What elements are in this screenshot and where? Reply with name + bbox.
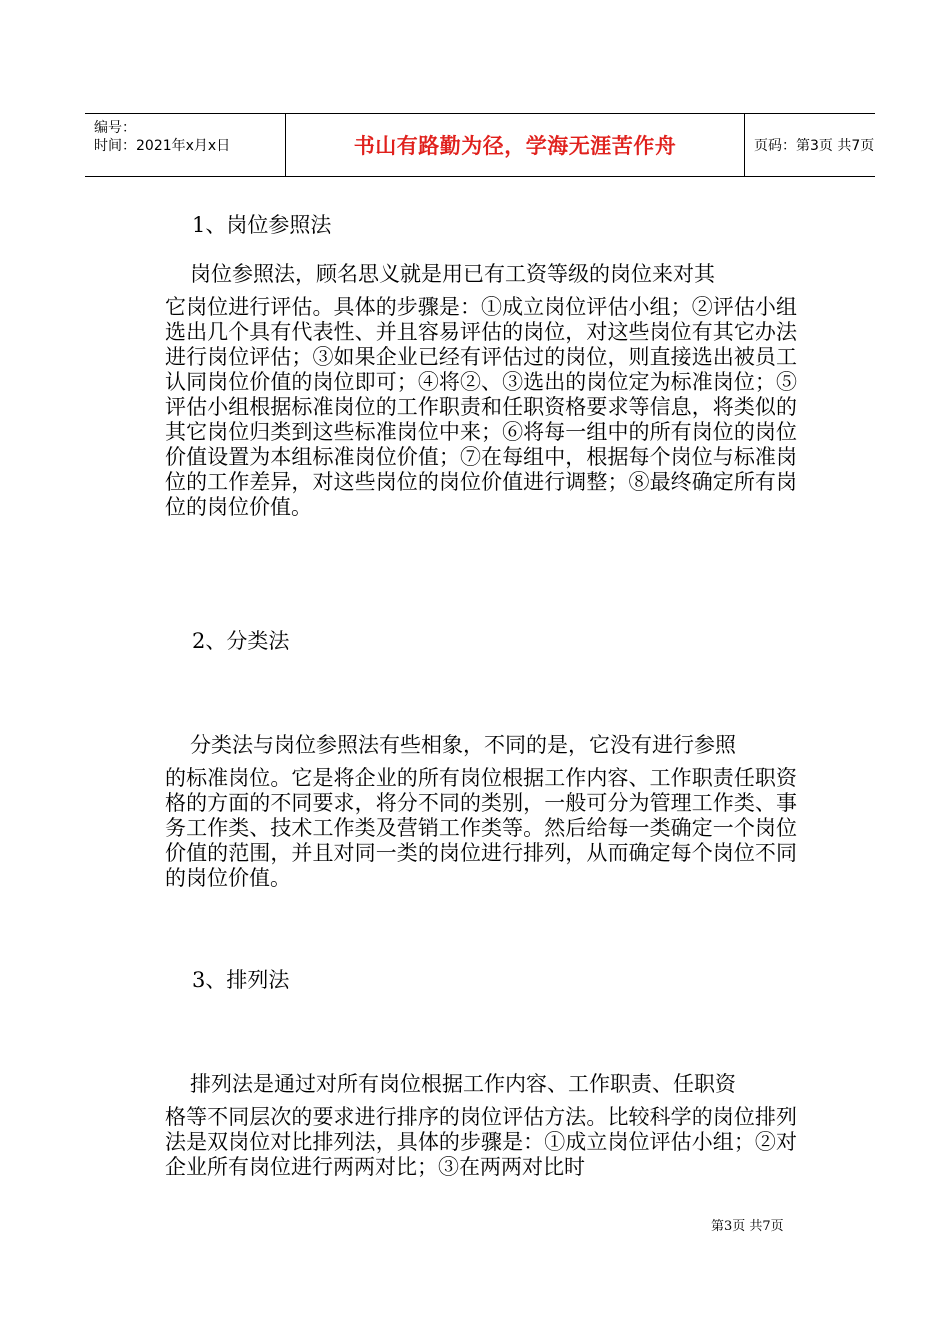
paragraph-body: 它岗位进行评估。具体的步骤是：①成立岗位评估小组；②评估小组选出几个具有代表性、并且容易评估的岗位，对这些岗位有其它办法进行岗位评估；③如果企业已经有评估过的岗位，则直接选出被员工认同岗位价值的岗位即可；④将②、③选出的岗位定为标准岗位；⑤评估小组根据标准岗位的工作职责和任职资格要求等信息，将类似的其它岗位归类到这些标准岗位中来；⑥将每一组中的所有岗位的岗位价值设置为本组标准岗位价值；⑦在每组中，根据每个岗位与标准岗位的工作差异，对这些岗位的岗位价值进行调整；⑧最终确定所有岗位的岗位价值。 xyxy=(165,295,797,519)
section-paragraph-1 xyxy=(165,262,797,520)
section-heading-1: 1、岗位参照法 xyxy=(192,213,332,237)
section-heading-3: 3、排列法 xyxy=(192,968,290,992)
page-footer: 第3页 共7页 xyxy=(711,1219,784,1234)
paragraph-body: 的标准岗位。它是将企业的所有岗位根据工作内容、工作职责任职资格的方面的不同要求，将分不同的类别，一般可分为管理工作类、事务工作类、技术工作类及营销工作类等。然后给每一类确定一个岗位价值的范围，并且对同一类的岗位进行排列，从而确定每个岗位不同的岗位价值。 xyxy=(165,766,797,890)
paragraph-first-line: 分类法与岗位参照法有些相象，不同的是，它没有进行参照 xyxy=(190,733,736,757)
section-paragraph-3 xyxy=(165,1072,797,1180)
page-label: 页码：第3页 共7页 xyxy=(754,138,875,154)
section-paragraph-2 xyxy=(165,733,797,891)
paragraph-first-line: 岗位参照法，顾名思义就是用已有工资等级的岗位来对其 xyxy=(190,262,715,286)
number-label: 编号： xyxy=(94,120,136,136)
paragraph-body: 格等不同层次的要求进行排序的岗位评估方法。比较科学的岗位排列法是双岗位对比排列法，具体的步骤是：①成立岗位评估小组；②对企业所有岗位进行两两对比；③在两两对比时 xyxy=(165,1105,797,1179)
header-table xyxy=(85,113,875,177)
motto-cell xyxy=(285,114,745,176)
date-label: 时间：2021年x月x日 xyxy=(94,138,231,154)
motto-text: 书山有路勤为径，学海无涯苦作舟 xyxy=(353,134,677,158)
section-heading-2: 2、分类法 xyxy=(192,629,290,653)
paragraph-first-line: 排列法是通过对所有岗位根据工作内容、工作职责、任职资 xyxy=(190,1072,736,1096)
header-meta xyxy=(85,114,285,176)
